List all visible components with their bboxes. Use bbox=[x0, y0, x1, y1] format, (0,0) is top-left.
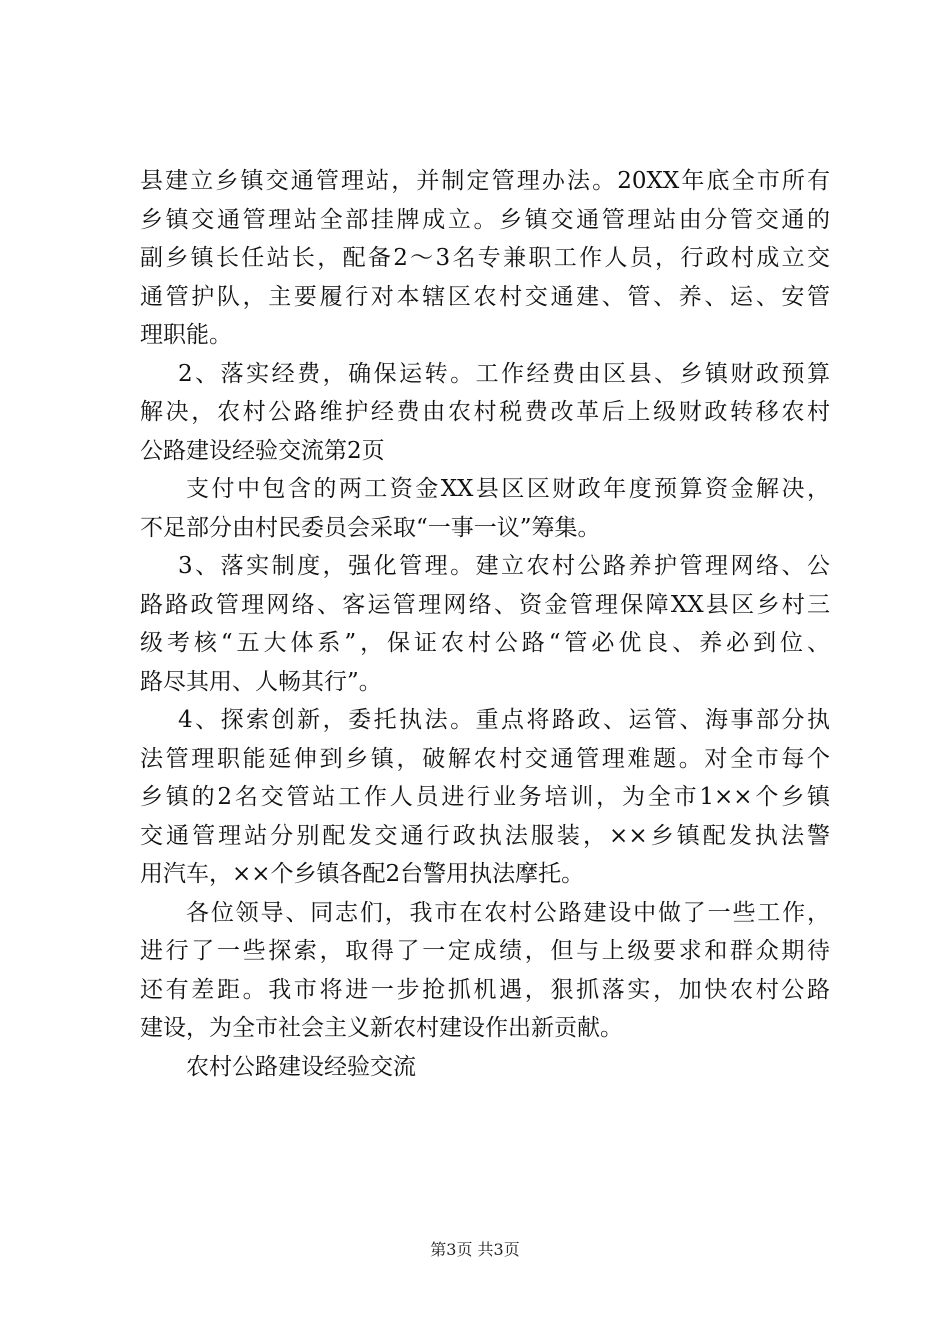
text-line: 解决，农村公路维护经费由农村税费改革后上级财政转移农村 bbox=[140, 399, 830, 425]
text-line: 建设，为全市社会主义新农村建设作出新贡献。 bbox=[140, 1015, 623, 1041]
text-line: 县建立乡镇交通管理站，并制定管理办法。20XX年底全市所有 bbox=[140, 168, 830, 194]
text-line: 级考核“五大体系”，保证农村公路“管必优良、养必到位、 bbox=[140, 630, 830, 656]
text-line: 乡镇的2名交管站工作人员进行业务培训，为全市1××个乡镇 bbox=[140, 784, 830, 810]
text-line: 支付中包含的两工资金XX县区区财政年度预算资金解决， bbox=[186, 476, 830, 502]
text-line: 路路政管理网络、客运管理网络、资金管理保障XX县区乡村三 bbox=[140, 591, 830, 618]
text-line: 3、落实制度，强化管理。建立农村公路养护管理网络、公 bbox=[178, 553, 830, 579]
text-line: 2、落实经费，确保运转。工作经费由区县、乡镇财政预算 bbox=[178, 360, 830, 387]
text-line: 不足部分由村民委员会采取“一事一议”筹集。 bbox=[140, 514, 601, 541]
text-line: 路尽其用、人畅其行”。 bbox=[140, 668, 382, 695]
text-line: 农村公路建设经验交流 bbox=[186, 1053, 416, 1080]
text-line: 法管理职能延伸到乡镇，破解农村交通管理难题。对全市每个 bbox=[140, 745, 830, 772]
document-body bbox=[140, 162, 830, 1086]
text-line: 4、探索创新，委托执法。重点将路政、运管、海事部分执 bbox=[178, 707, 830, 733]
text-line: 用汽车，××个乡镇各配2台警用执法摩托。 bbox=[140, 861, 585, 887]
text-line: 进行了一些探索，取得了一定成绩，但与上级要求和群众期待 bbox=[140, 938, 830, 964]
text-line: 理职能。 bbox=[140, 322, 232, 348]
text-line: 通管护队，主要履行对本辖区农村交通建、管、养、运、安管 bbox=[140, 283, 830, 310]
text-line: 还有差距。我市将进一步抢抓机遇，狠抓落实，加快农村公路 bbox=[140, 976, 830, 1003]
text-line: 各位领导、同志们，我市在农村公路建设中做了一些工作， bbox=[186, 899, 830, 926]
text-line: 副乡镇长任站长，配备2～3名专兼职工作人员，行政村成立交 bbox=[140, 245, 830, 271]
text-line: 乡镇交通管理站全部挂牌成立。乡镇交通管理站由分管交通的 bbox=[140, 206, 830, 233]
text-line: 公路建设经验交流第2页 bbox=[140, 437, 385, 464]
page-footer: 第3页 共3页 bbox=[430, 1240, 520, 1259]
text-line: 交通管理站分别配发交通行政执法服装，××乡镇配发执法警 bbox=[140, 822, 830, 849]
